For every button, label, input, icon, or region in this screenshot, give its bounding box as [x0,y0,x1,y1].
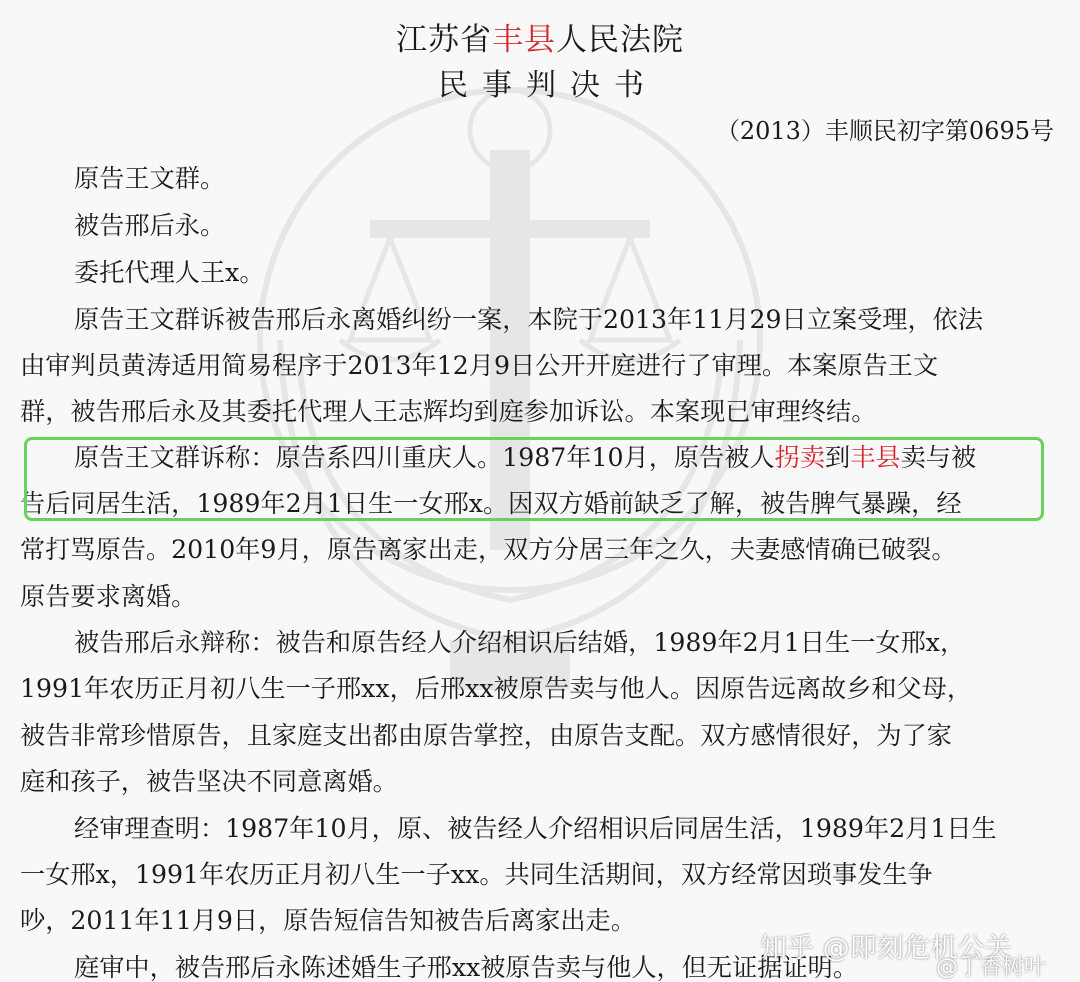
document-type: 民事判决书 [438,68,658,103]
body-line: 原告要求离婚。 [20,582,197,611]
court-name: 江苏省丰县人民法院 [396,22,684,58]
body-line: 原告王文群诉被告邢后永离婚纠纷一案，本院于2013年11月29日立案受理，依法 [74,305,984,334]
highlight-box [24,437,1044,521]
body-line: 一女邢x，1991年农历正月初八生一子xx。共同生活期间，双方经常因琐事发生争 [20,860,933,889]
body-line: 群，被告邢后永及其委托代理人王志辉均到庭参加诉讼。本案现已审理终结。 [20,397,877,426]
plaintiff-line: 原告王文群。 [74,164,226,193]
highlighted-line: 告后同居生活，1989年2月1日生一女邢x。因双方婚前缺乏了解，被告脾气暴躁，经 [20,489,962,518]
defendant-line: 被告邢后永。 [74,211,226,240]
body-line: 经审理查明：1987年10月，原、被告经人介绍相识后同居生活，1989年2月1日生 [74,814,997,843]
abducted-highlight: 拐卖 [774,443,826,472]
court-name-highlight: 丰县 [492,22,556,58]
agent-line: 委托代理人王x。 [74,258,265,287]
highlighted-line: 原告王文群诉称：原告系四川重庆人。1987年10月，原告被人拐卖到丰县卖与被 [74,443,977,472]
body-line: 吵，2011年11月9日，原告短信告知被告后离家出走。 [20,906,636,935]
body-line: 被告非常珍惜原告，且家庭支出都由原告掌控，由原告支配。双方感情很好，为了家 [20,721,952,750]
body-line: 1991年农历正月初八生一子邢xx，后邢xx被原告卖与他人。因原告远离故乡和父母， [20,674,973,703]
zhihu-watermark: 知乎 @即刻危机公关 [760,933,1012,964]
county-highlight: 丰县 [850,443,901,472]
body-line: 由审判员黄涛适用简易程序于2013年12月9日公开开庭进行了审理。本案原告王文 [20,351,939,380]
body-line: 被告邢后永辩称：被告和原告经人介绍相识后结婚，1989年2月1日生一女邢x， [74,628,966,657]
weibo-watermark: @丁香树叶 [936,955,1047,980]
body-line: 庭和孩子，被告坚决不同意离婚。 [20,767,398,796]
case-number: （2013）丰顺民初字第0695号 [715,117,1054,145]
body-line: 庭审中，被告邢后永陈述婚生子邢xx被原告卖与他人，但无证据证明。 [74,953,859,982]
body-line: 常打骂原告。2010年9月，原告离家出走，双方分居三年之久，夫妻感情确已破裂。 [20,535,957,564]
